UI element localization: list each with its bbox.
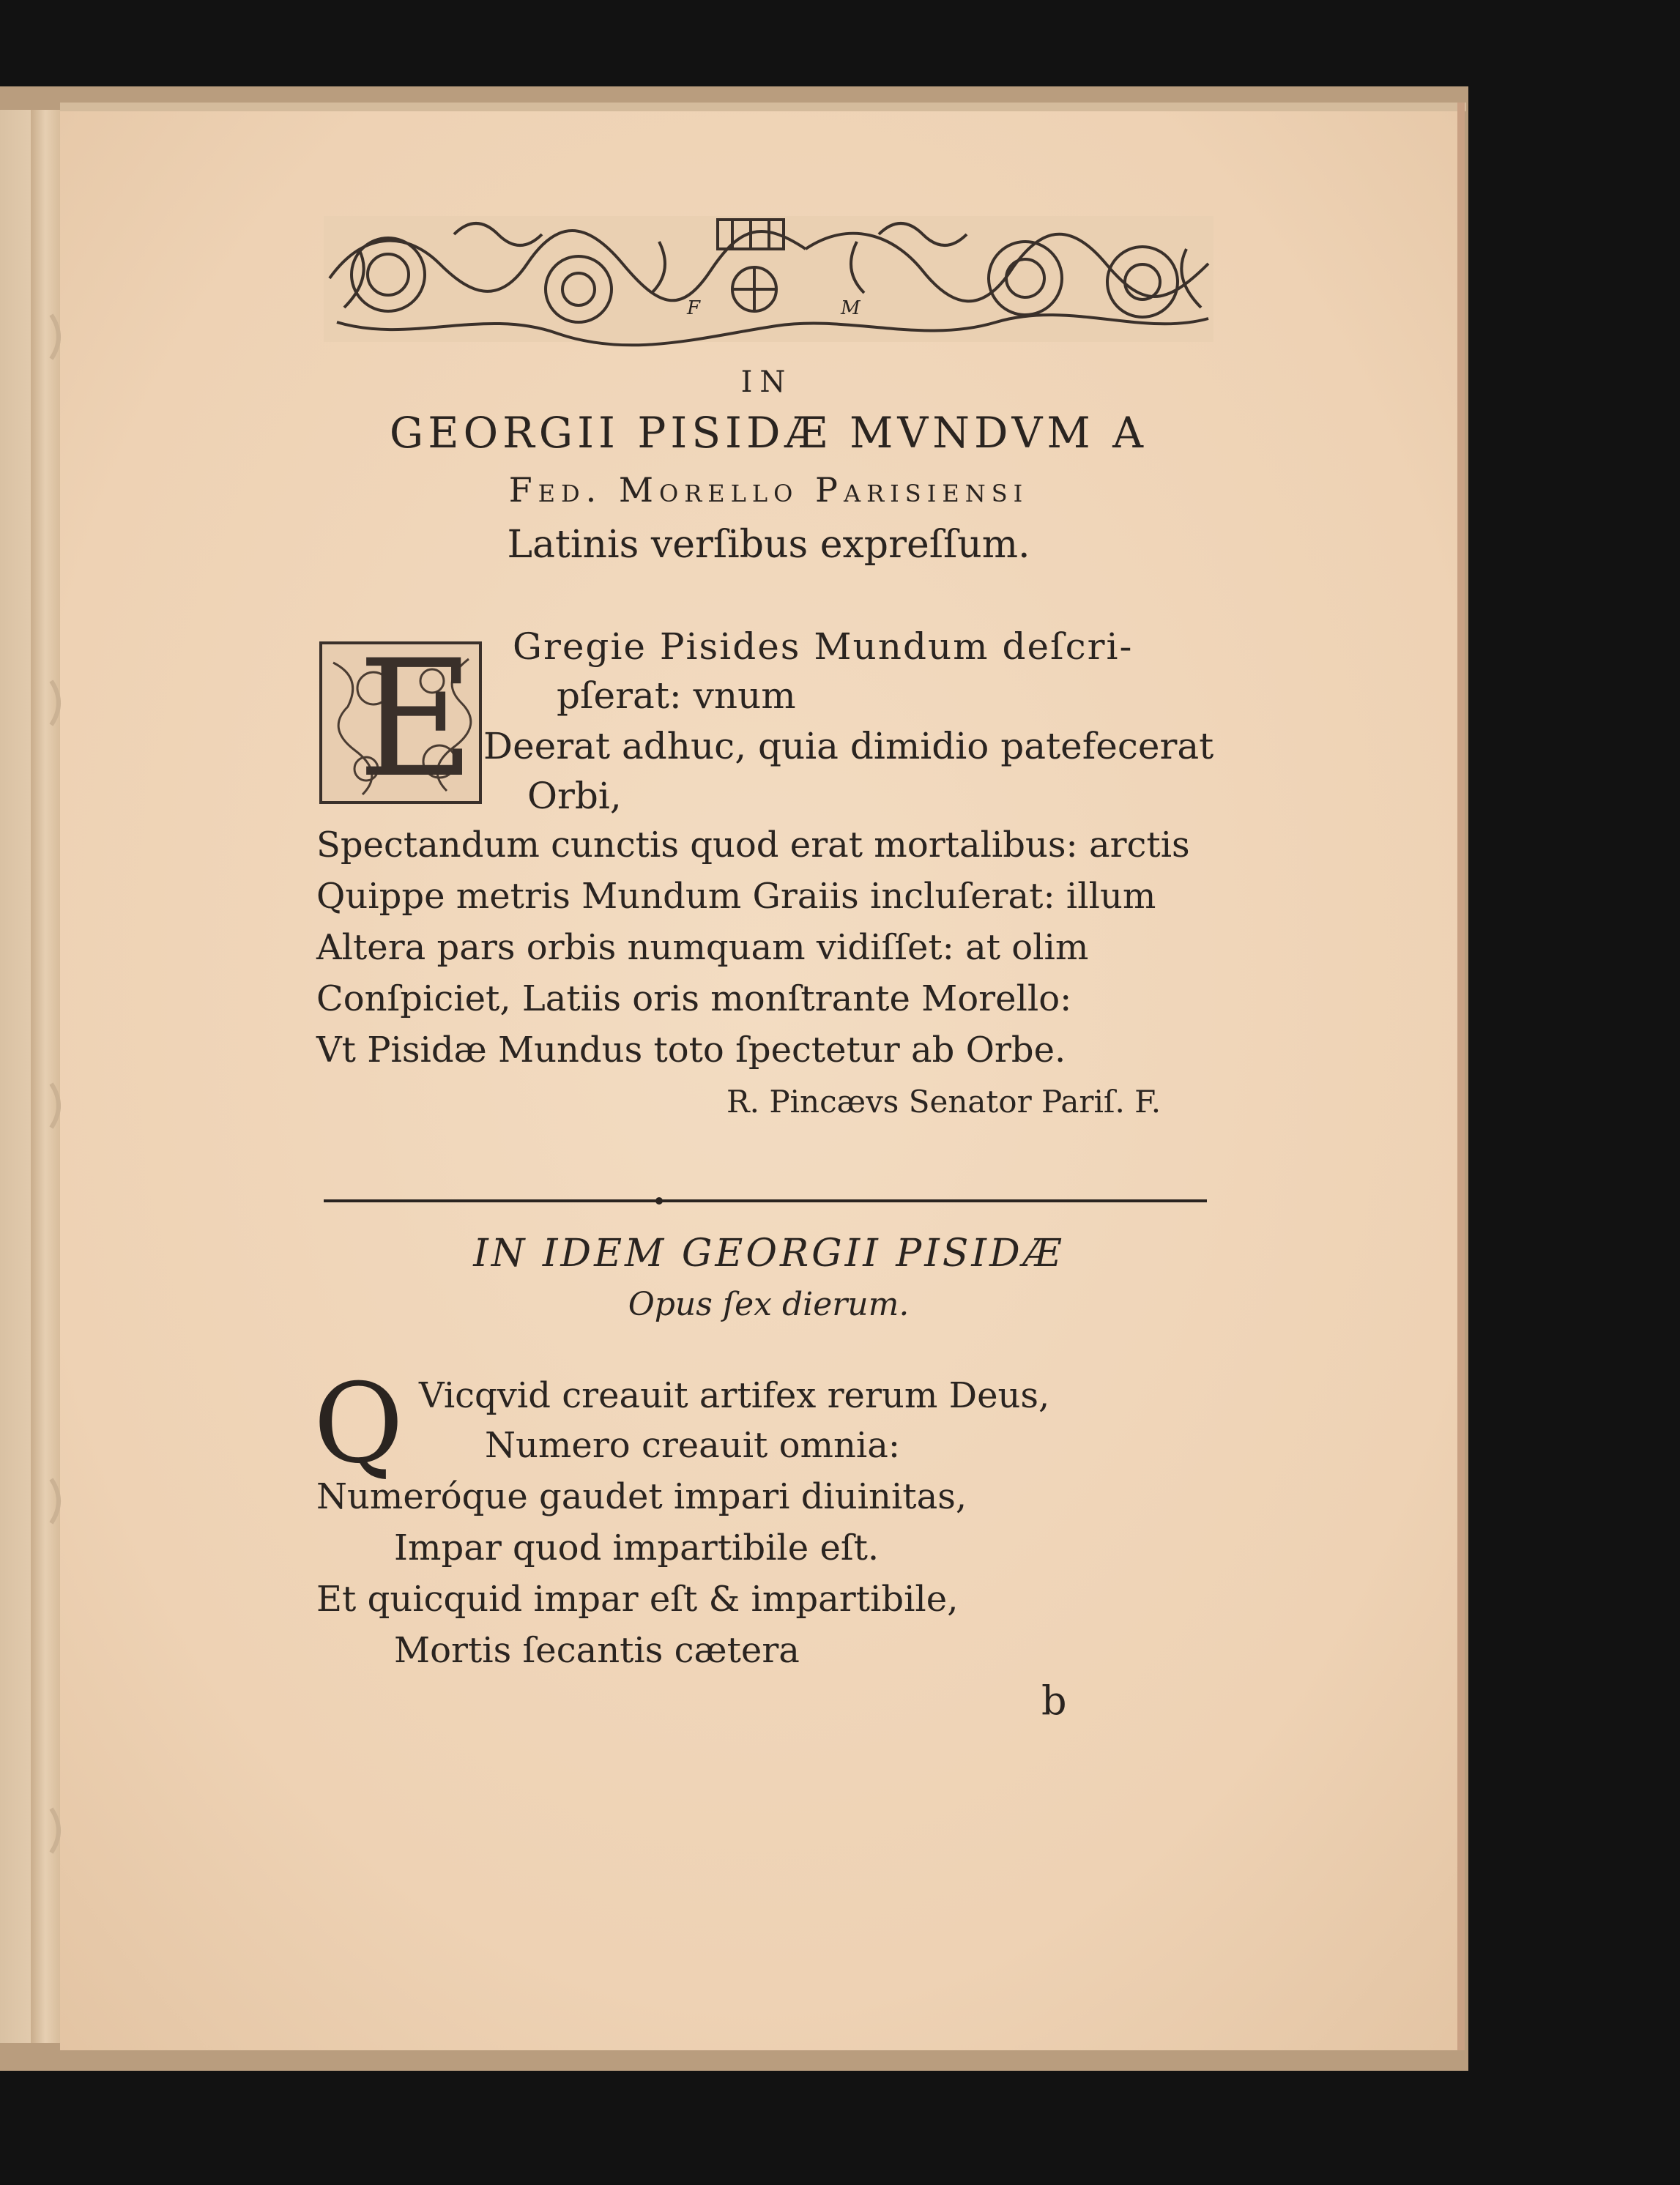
poem1-line-2: pſerat: vnum — [557, 674, 796, 717]
drop-cap-e: E — [357, 625, 475, 813]
poem1-line-3: Deerat adhuc, quia dimidio patefecerat — [483, 725, 1214, 767]
poem2-title-line2: Opus ſex dierum. — [628, 1286, 910, 1323]
header-ornament — [324, 216, 1213, 345]
page-top-edge — [60, 103, 1466, 111]
poem2-line-4: Impar quod impartibile eſt. — [394, 1527, 880, 1568]
ornament-letter-m: M — [841, 297, 861, 319]
poem1-line-7: Altera pars orbis numquam vidiſſet: at olim — [316, 927, 1089, 968]
poem2-title-line1: IN IDEM GEORGII PISIDÆ — [473, 1232, 1064, 1276]
ornament-letter-f: F — [687, 297, 701, 319]
poem2-line-3: Numeróque gaudet impari diuinitas, — [316, 1476, 967, 1517]
poem2-line-6: Mortis ſecantis cætera — [394, 1630, 800, 1671]
poem1-line-5: Spectandum cunctis quod erat mortalibus: arctis — [316, 825, 1190, 866]
heading-in: IN — [740, 365, 793, 399]
signature-mark: b — [1041, 1678, 1067, 1724]
poem1-line-1: Gregie Pisides Mundum deſcri- — [513, 625, 1134, 668]
right-page — [60, 110, 1460, 2050]
poem1-line-4: Orbi, — [527, 775, 622, 817]
heading-title-line2: Fed. Morello Parisiensi — [508, 470, 1029, 510]
poem2-line-2: Numero creauit omnia: — [485, 1425, 901, 1466]
poem2-line-1: Vicqvid creauit artifex rerum Deus, — [419, 1375, 1050, 1416]
drop-cap-q: Q — [313, 1360, 404, 1488]
gutter — [31, 110, 60, 2043]
poem1-line-9: Vt Pisidæ Mundus toto ſpectetur ab Orbe. — [316, 1030, 1066, 1071]
poem1-line-8: Conſpiciet, Latiis oris monſtrante Morello: — [316, 978, 1072, 1019]
heading-title-line1: GEORGII PISIDÆ MVNDVM A — [389, 408, 1148, 458]
rule-dot — [655, 1197, 663, 1205]
poem2-line-5: Et quicquid impar eſt & impartibile, — [316, 1579, 959, 1620]
poem1-line-6: Quippe metris Mundum Graiis incluſerat: illum — [316, 876, 1156, 917]
poem1-signature: R. Pincævs Senator Pariſ. F. — [726, 1084, 1161, 1120]
heading-title-line3: Latinis verſibus expreſſum. — [507, 523, 1030, 567]
